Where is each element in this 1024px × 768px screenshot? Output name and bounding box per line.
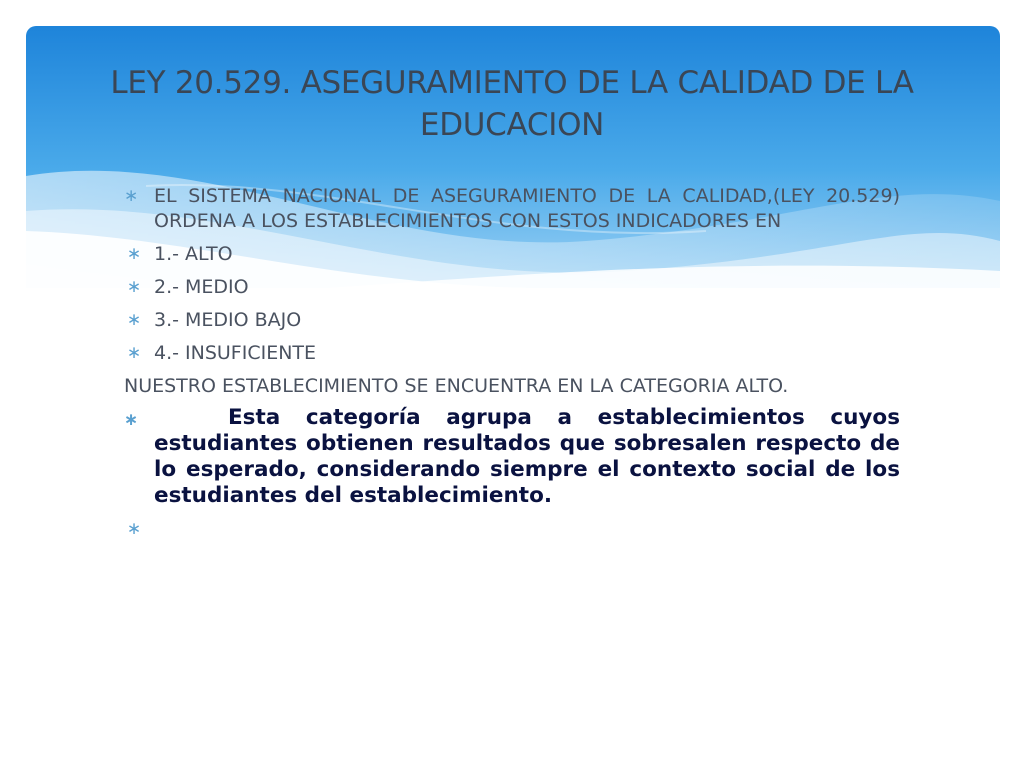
list-item-text: 1.- ALTO: [154, 243, 233, 265]
slide-title: LEY 20.529. ASEGURAMIENTO DE LA CALIDAD DE LA EDUCACION: [110, 65, 914, 143]
bullet-icon: ∗: [126, 310, 142, 330]
bullet-icon: ∗: [126, 244, 142, 264]
list-item-text: 4.- INSUFICIENTE: [154, 342, 317, 364]
slide-body: [124, 184, 900, 545]
bullet-icon: ∗: [124, 410, 139, 430]
list-item: [124, 242, 900, 267]
list-item: [124, 341, 900, 366]
list-item-text: 3.- MEDIO BAJO: [154, 309, 302, 331]
list-item: [124, 308, 900, 333]
bullet-icon: ∗: [126, 277, 142, 297]
list-item-text: 2.- MEDIO: [154, 276, 249, 298]
list-item-text: EL SISTEMA NACIONAL DE ASEGURAMIENTO DE LA CALIDAD,(LEY 20.529) ORDENA A LOS ESTABLECIMIENTOS CON ESTOS INDICADORES EN: [154, 185, 900, 232]
empty-list-item: [124, 519, 900, 545]
bullet-icon: ∗: [126, 343, 142, 363]
list-item: [124, 275, 900, 300]
bullet-icon: ∗: [126, 519, 142, 539]
bullet-icon: ∗: [124, 186, 139, 206]
highlight-text: Esta categoría agrupa a establecimientos cuyos estudiantes obtienen resultados que sobresalen respecto de lo esperado, considerando siempre el contexto social de los estudiantes del establecimiento.: [154, 405, 900, 508]
category-paragraph: NUESTRO ESTABLECIMIENTO SE ENCUENTRA EN LA CATEGORIA ALTO.: [124, 375, 789, 397]
highlight-item: [124, 405, 900, 509]
list-item: [124, 184, 900, 234]
